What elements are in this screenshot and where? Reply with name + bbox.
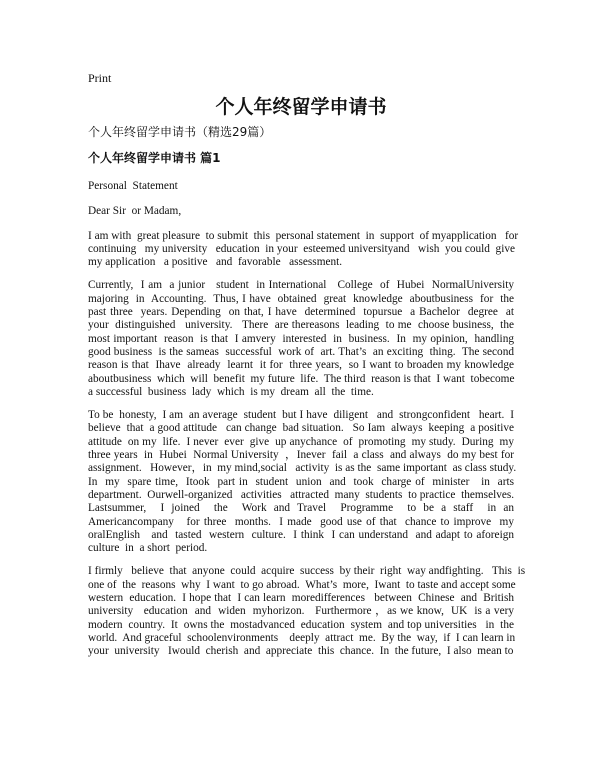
body-paragraph — [88, 279, 514, 399]
paragraph-line: reason is that Ihave already learnt it for three years, so I want to broaden my knowledge — [88, 359, 514, 372]
paragraph-line: majoring in Accounting. Thus, I have obtained great knowledge aboutbusiness for the — [88, 292, 514, 305]
paragraph-line: your university Iwould cherish and appreciate this chance. In the future, I also mean to — [88, 645, 514, 658]
paragraph-line: culture in a short period. — [88, 542, 208, 555]
paragraph-line: most important reason is that I amvery interested in business. In my opinion, handling — [88, 332, 514, 345]
paragraph-line: department. Ourwell-organized activities attracted many students to practice themselves. — [88, 488, 515, 501]
section-heading: 个人年终留学申请书 篇1 — [88, 151, 221, 165]
document-subtitle: 个人年终留学申请书（精选29篇） — [88, 125, 272, 139]
paragraph-line: past three years. Depending on that, I have determined topursue a Bachelor degree at — [88, 306, 514, 319]
salutation: Dear Sir or Madam, — [88, 205, 182, 218]
paragraph-line: attitude on my life. I never ever give up anychance of promoting my study. During my — [88, 435, 514, 448]
paragraph-line: I firmly believe that anyone could acquire success by their right way andfighting. This is — [88, 565, 526, 578]
paragraph-line: one of the reasons why I want to go abroad. What’s more, Iwant to taste and accept some — [88, 578, 516, 591]
paragraph-line: my application a positive and favorable assessment. — [88, 256, 343, 269]
paragraph-line: a successful business lady which is my dream all the time. — [88, 385, 374, 398]
paragraph-line: In my spare time, Itook part in student union and took charge of minister in arts — [88, 475, 514, 488]
body-paragraph — [88, 409, 517, 555]
body-paragraphs — [88, 229, 526, 659]
paragraph-line: your distinguished university. There are thereasons leading to me choose business, the — [88, 319, 514, 332]
document-title: 个人年终留学申请书 — [215, 96, 387, 118]
paragraph-line: oralEnglish and tasted western culture. I think I can understand and adapt to aforeign — [88, 528, 514, 541]
paragraph-line: Lastsummer, I joined the Work and Travel Programme to be a staff in an — [88, 502, 514, 515]
paragraph-line: I am with great pleasure to submit this personal statement in support of myapplication for — [88, 229, 519, 242]
paragraph-line: three years in Hubei Normal University ，Inever fail a class and always do my best for — [88, 449, 514, 462]
paragraph-line: modern country. It owns the mostadvanced education system and top universities in the — [88, 618, 514, 631]
paragraph-line: good business is the sameas successful work of art. That’s an exciting thing. The second — [88, 345, 514, 358]
paragraph-line: assignment. However，in my mind,social activity is as the same important as class study. — [88, 462, 517, 475]
paragraph-line: western education. I hope that I can learn moredifferences between Chinese and British — [88, 592, 514, 605]
print-label: Print — [88, 71, 112, 85]
paragraph-line: aboutbusiness which will benefit my future life. The third reason is that I want tobecome — [88, 372, 515, 385]
paragraph-line: university education and widen myhorizon. Furthermore ，as we know, UK is a very — [88, 605, 514, 618]
body-paragraph — [88, 229, 519, 270]
paragraph-line: world. And graceful schoolenvironments deeply attract me. By the way, if I can learn in — [88, 631, 516, 644]
personal-statement-label: Personal Statement — [88, 180, 178, 192]
paragraph-line: To be honesty, I am an average student but I have diligent and strongconfident heart. I — [88, 409, 514, 422]
paragraph-line: continuing my university education in your esteemed universityand wish you could give — [88, 242, 516, 255]
paragraph-line: Americancompany for three months. I made good use of that chance to improve my — [88, 515, 514, 528]
body-paragraph — [88, 565, 526, 658]
paragraph-line: Currently, I am a junior student in International College of Hubei NormalUniversity — [88, 279, 514, 292]
paragraph-line: believe that a good attitude can change bad situation. So Iam always keeping a positive — [88, 422, 514, 435]
